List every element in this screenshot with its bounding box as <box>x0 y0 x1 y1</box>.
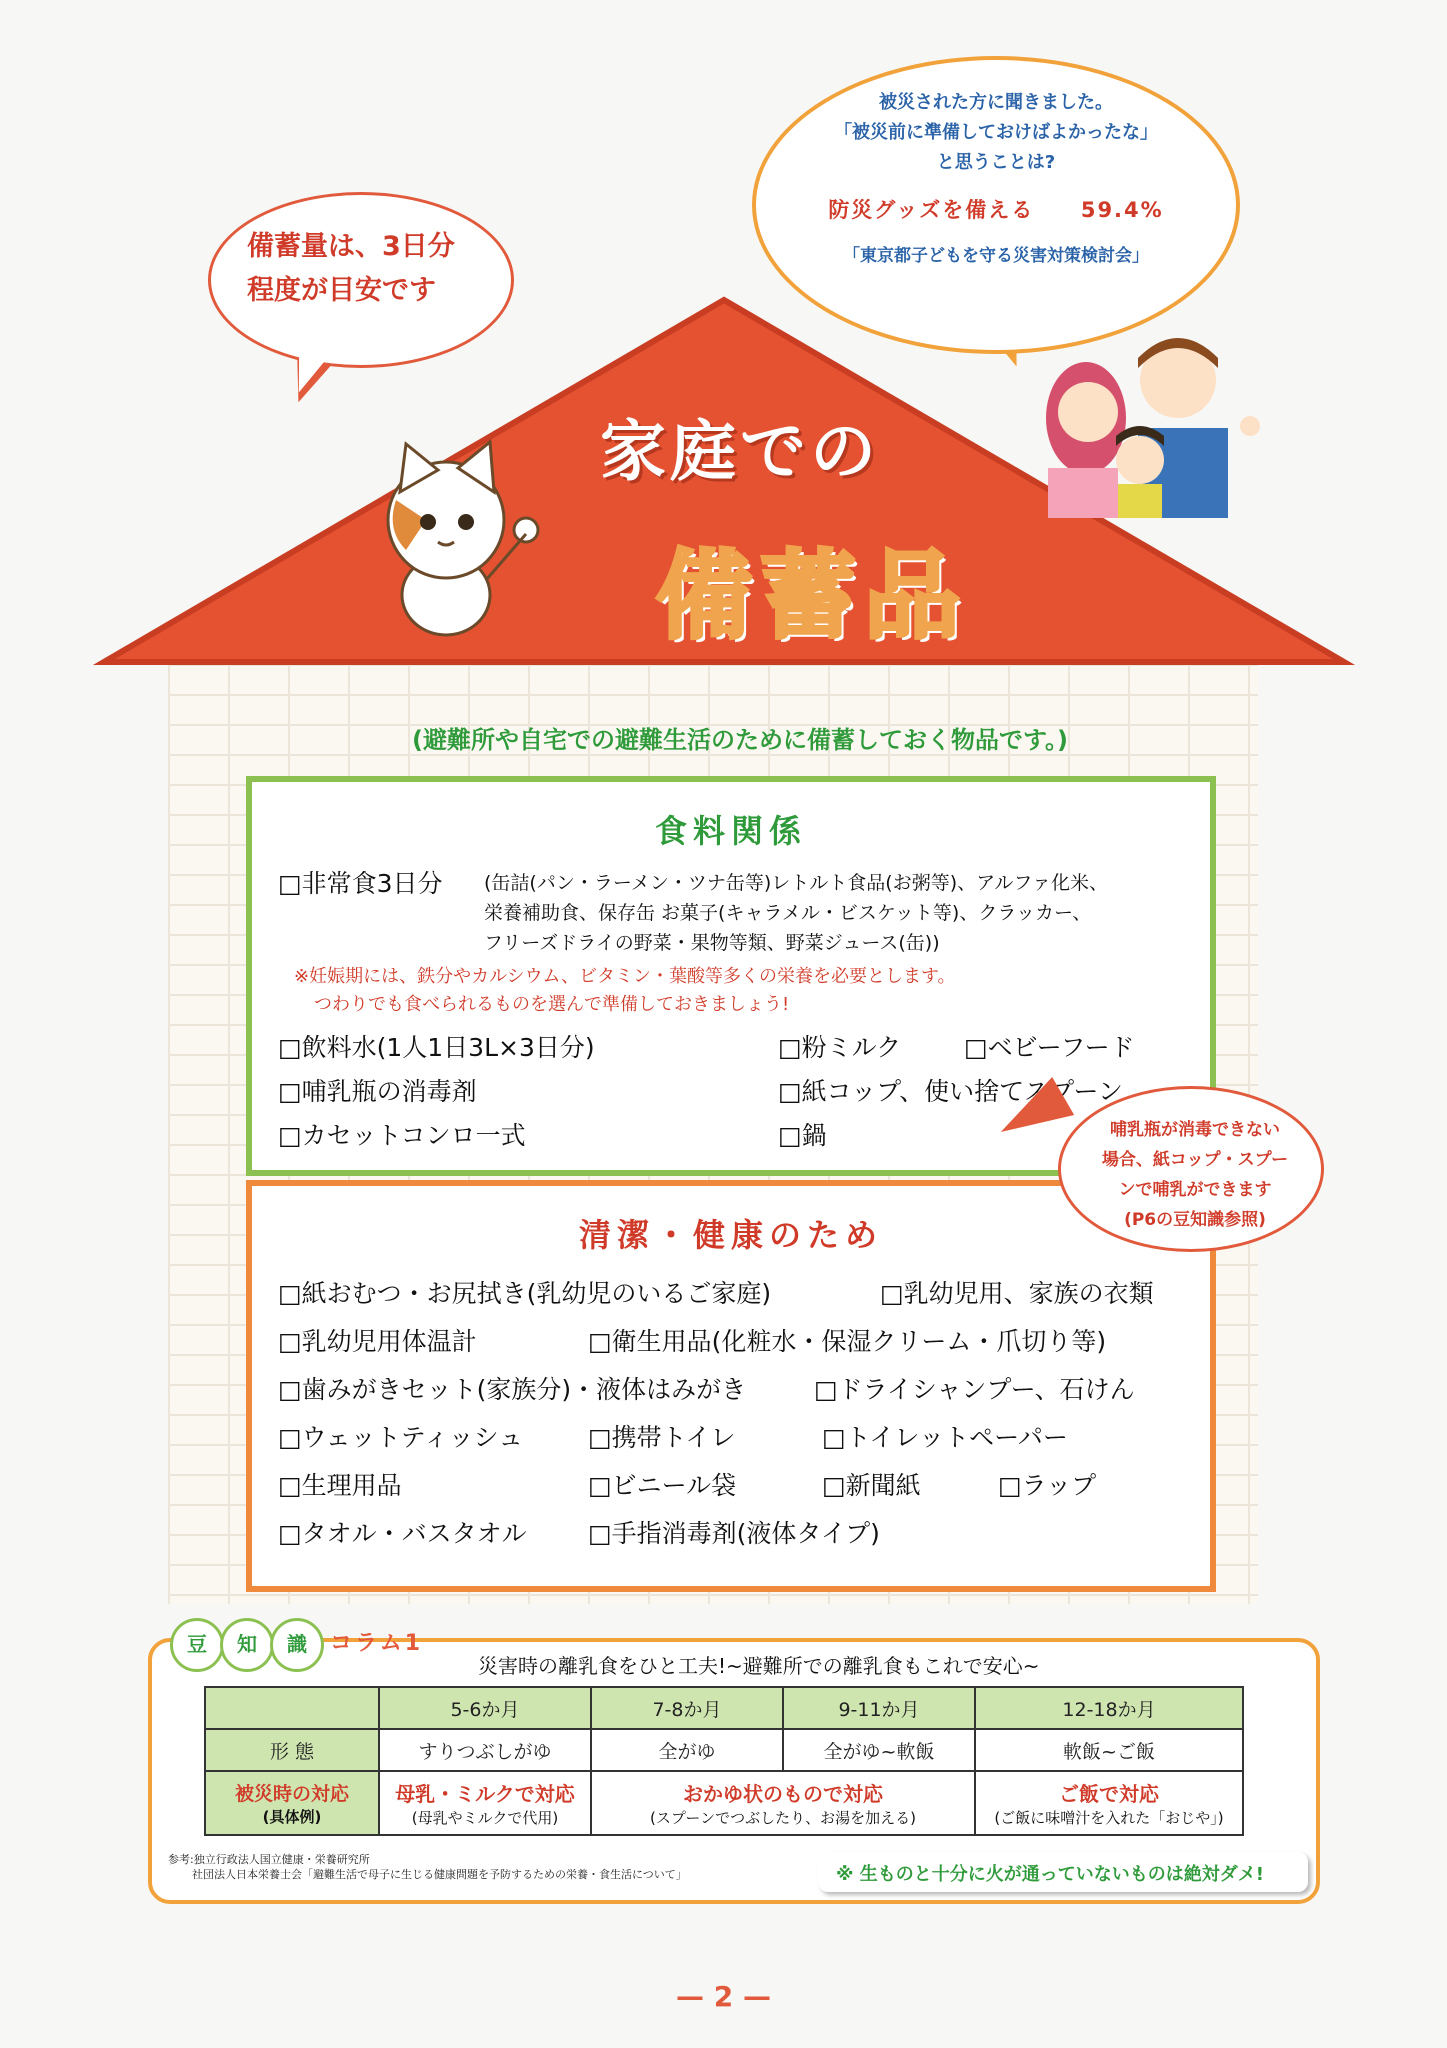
checklist-item: □ベビーフード <box>964 1033 1135 1062</box>
checklist-item: □紙おむつ・お尻拭き(乳幼児のいるご家庭) <box>278 1279 772 1308</box>
item-detail: (缶詰(パン・ラーメン・ツナ缶等)レトルト食品(お粥等)、アルファ化米、 <box>484 872 1108 894</box>
checklist-item: □携帯トイレ <box>588 1423 736 1452</box>
table-cell: 全がゆ <box>591 1729 783 1771</box>
family-illustration <box>1028 328 1268 518</box>
food-section-heading: 食料関係 <box>654 812 807 850</box>
checklist-item: □ウェットティッシュ <box>278 1423 524 1452</box>
item-detail: フリーズドライの野菜・果物等類、野菜ジュース(缶)) <box>484 932 940 954</box>
column-label: コラム1 <box>330 1631 424 1656</box>
checklist-item: □トイレットペーパー <box>822 1423 1068 1452</box>
row-label-form: 形 態 <box>205 1729 379 1771</box>
survey-line: 「被災前に準備しておけばよかったな」 <box>834 122 1158 143</box>
response-sub: (母乳やミルクで代用) <box>411 1809 559 1827</box>
tag-char: 知 <box>220 1618 274 1672</box>
page-title-line2: 備蓄品 <box>656 540 968 652</box>
checklist-item: □ビニール袋 <box>588 1471 737 1500</box>
page-subtitle: (避難所や自宅での避難生活のために備蓄しておく物品です。) <box>411 726 1068 754</box>
stat-value: 59.4% <box>1080 198 1164 222</box>
checklist-item: □粉ミルク <box>778 1033 902 1062</box>
weaning-table <box>204 1686 1244 1836</box>
checklist-item: □紙コップ、使い捨てスプーン <box>778 1077 1123 1106</box>
pregnancy-note: ※妊娠期には、鉄分やカルシウム、ビタミン・葉酸等多くの栄養を必要とします。 <box>294 966 956 987</box>
response-text: おかゆ状のもので対応 <box>683 1782 883 1806</box>
checklist-item: □ラップ <box>998 1471 1097 1500</box>
checklist-item: □乳幼児用、家族の衣類 <box>880 1279 1154 1308</box>
table-cell: 全がゆ~軟飯 <box>783 1729 975 1771</box>
checklist-item: □生理用品 <box>278 1471 402 1500</box>
cat-illustration <box>366 430 546 640</box>
checklist-item: □哺乳瓶の消毒剤 <box>278 1077 477 1106</box>
survey-source: 「東京都子どもを守る災害対策検討会」 <box>843 246 1149 266</box>
bubble-text-line: (P6の豆知識参照) <box>1124 1210 1266 1230</box>
response-sub: (スプーンでつぶしたり、お湯を加える) <box>650 1809 916 1827</box>
bubble-text-line: 程度が目安です <box>247 275 436 306</box>
speech-bubble-bottle <box>1058 1086 1324 1252</box>
item-detail: 栄養補助食、保存缶 お菓子(キャラメル・ビスケット等)、クラッカー、 <box>484 902 1092 924</box>
checklist-item: □新聞紙 <box>822 1471 921 1500</box>
response-text: 母乳・ミルクで対応 <box>395 1782 575 1806</box>
checklist-item: □飲料水(1人1日3L×3日分) <box>278 1033 595 1062</box>
reference-line: 参考:独立行政法人国立健康・栄養研究所 <box>168 1853 370 1866</box>
table-cell: すりつぶしがゆ <box>379 1729 591 1771</box>
checklist-item: □タオル・バスタオル <box>278 1519 527 1548</box>
hygiene-section <box>246 1180 1216 1592</box>
references <box>168 1852 687 1882</box>
column-tag <box>170 1618 450 1666</box>
bubble-text-line: 哺乳瓶が消毒できない <box>1110 1120 1280 1140</box>
table-header <box>205 1687 379 1729</box>
table-header: 7-8か月 <box>591 1687 783 1729</box>
response-text: ご飯で対応 <box>1059 1782 1159 1806</box>
survey-line: 被災された方に聞きました。 <box>879 92 1113 113</box>
hygiene-section-heading: 清潔・健康のため <box>578 1216 883 1254</box>
table-cell: 軟飯~ご飯 <box>975 1729 1243 1771</box>
response-sub: (ご飯に味噌汁を入れた「おじや」) <box>994 1809 1224 1827</box>
reference-line: 社団法人日本栄養士会「避難生活で母子に生じる健康問題を予防するための栄養・食生活について」 <box>192 1868 687 1881</box>
checklist-item: □乳幼児用体温計 <box>278 1327 477 1356</box>
bubble-text-line: 備蓄量は、3日分 <box>247 231 455 262</box>
stat-label: 防災グッズを備える <box>828 198 1035 222</box>
bubble-text-line: 場合、紙コップ・スプー <box>1101 1150 1289 1170</box>
checklist-item: □ドライシャンプー、石けん <box>814 1375 1135 1404</box>
warning-text: ※ 生ものと十分に火が通っていないものは絶対ダメ! <box>836 1864 1264 1885</box>
tag-char: 識 <box>270 1618 324 1672</box>
survey-line: と思うことは? <box>936 152 1056 173</box>
table-cell <box>379 1771 591 1835</box>
row-label-text: 被災時の対応 <box>234 1783 349 1805</box>
table-cell <box>975 1771 1243 1835</box>
checklist-item: □非常食3日分 <box>278 869 443 898</box>
survey-stat <box>796 192 1196 228</box>
checklist-item: □歯みがきセット(家族分)・液体はみがき <box>278 1375 747 1404</box>
table-header: 12-18か月 <box>975 1687 1243 1729</box>
checklist-item: □手指消毒剤(液体タイプ) <box>588 1519 880 1548</box>
column-title: 災害時の離乳食をひと工夫!~避難所での離乳食もこれで安心~ <box>478 1654 1040 1678</box>
pregnancy-note: つわりでも食べられるものを選んで準備しておきましょう! <box>314 994 790 1015</box>
page-number: — 2 — <box>676 1980 771 2013</box>
checklist-item: □カセットコンロ一式 <box>278 1121 526 1150</box>
bubble-text-line: ンで哺乳ができます <box>1118 1180 1272 1200</box>
tag-char: 豆 <box>170 1618 224 1672</box>
row-label-response <box>205 1771 379 1835</box>
row-label-sub: (具体例) <box>262 1808 322 1826</box>
table-header: 9-11か月 <box>783 1687 975 1729</box>
table-header: 5-6か月 <box>379 1687 591 1729</box>
checklist-item: □鍋 <box>778 1121 827 1150</box>
table-cell <box>591 1771 975 1835</box>
page-title-line1: 家庭での <box>600 413 880 490</box>
checklist-item: □衛生用品(化粧水・保湿クリーム・爪切り等) <box>588 1327 1107 1356</box>
